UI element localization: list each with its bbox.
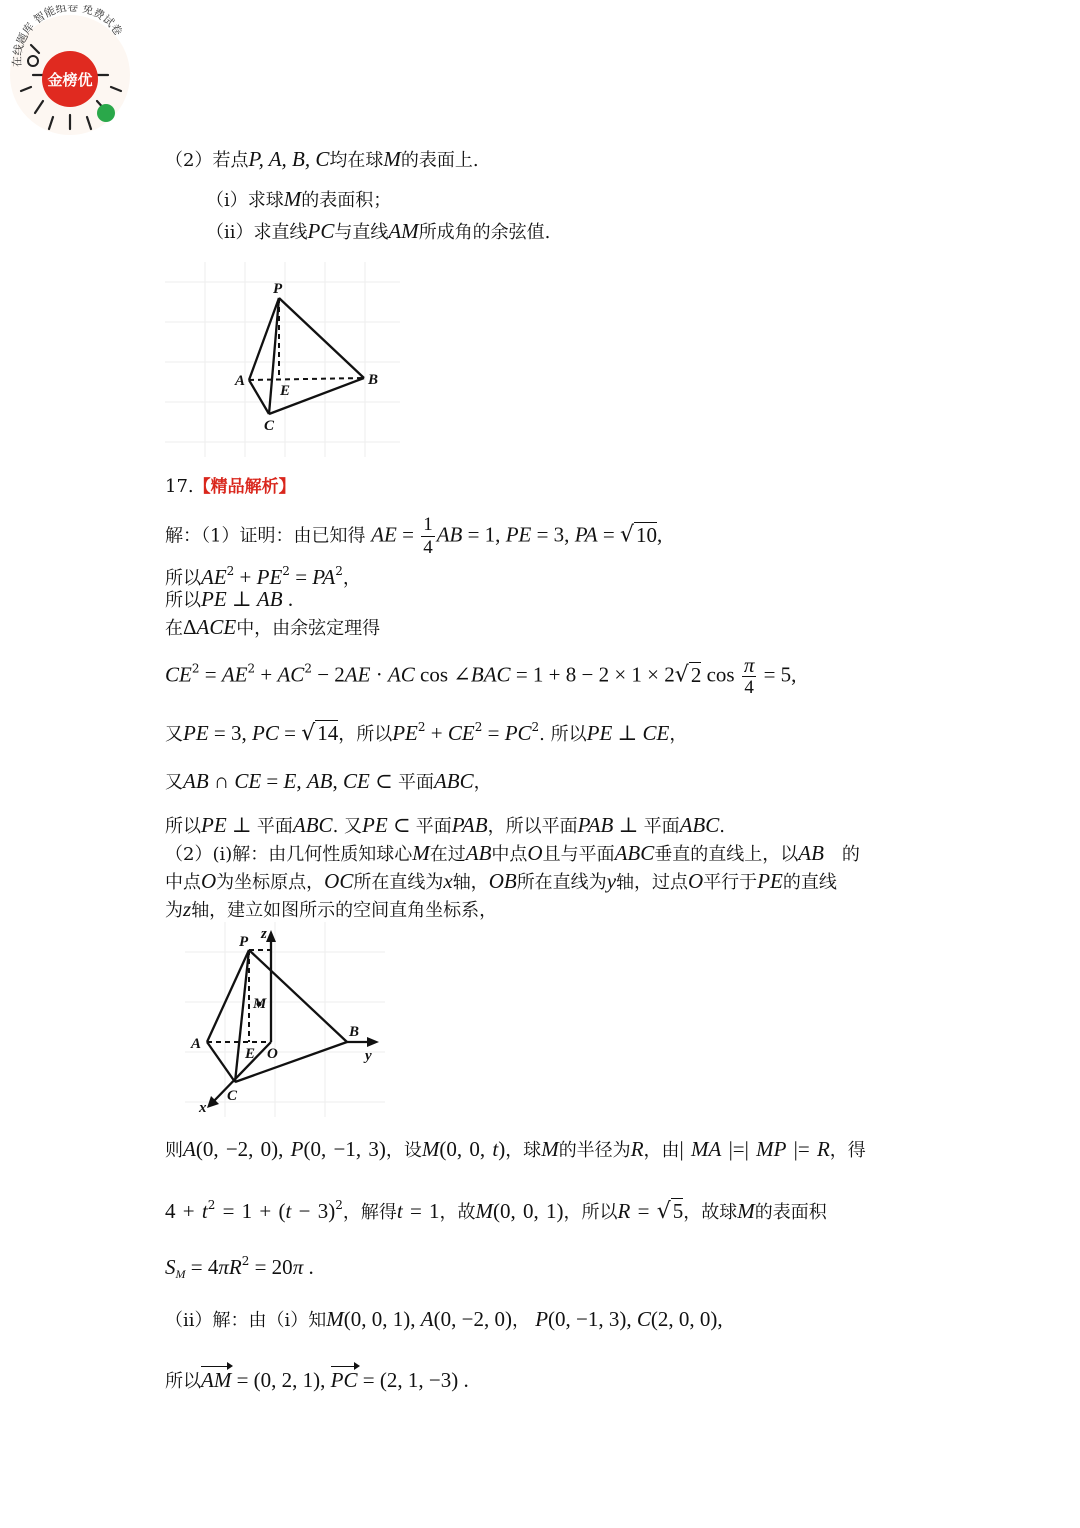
fig2-label-c: C (227, 1088, 238, 1104)
fig2-label-b: B (349, 1024, 360, 1040)
solution-line-11: 为z轴，建立如图所示的空间直角坐标系， (165, 897, 498, 921)
coordinate-figure (185, 922, 385, 1117)
solution-line-9: （2）(i)解：由几何性质知球心M在过AB中点O且与平面ABC垂直的直线上，以AB 的 (165, 841, 860, 865)
solution-line-7: 又AB ∩ CE = E, AB, CE ⊂ 平面ABC， (165, 769, 492, 793)
question-sub2: （ii）求直线PC与直线AM所成角的余弦值. (206, 219, 551, 243)
solution-header: 17.【精品解析】 (165, 476, 296, 497)
fig2-label-o: O (267, 1046, 278, 1062)
fig2-label-a: A (191, 1036, 202, 1052)
fig2-label-m: M (253, 996, 267, 1012)
fig2-label-e: E (245, 1046, 256, 1062)
logo-arc-text: 在线题库 智能组卷 免费试卷 (10, 5, 125, 68)
brand-logo (3, 5, 137, 139)
fig2-label-x: x (199, 1100, 207, 1116)
solution-line-15: （ii）解：由（i）知M(0, 0, 1), A(0, −2, 0)， P(0, −1, 3), C(2, 0, 0), (165, 1307, 723, 1331)
solution-line-13: $4 + t^2 = 1 + (t - 3)^2$，解得t = 1，故M(0, 0, 1)，所以R = √5，故球M的表面积 (165, 1198, 827, 1224)
solution-line-1: 解：（1）证明：由已知得 AE = $\frac{1}{4}$ AB = 1, PE = 3, PA = √10, (165, 514, 663, 558)
fig1-label-c: C (264, 418, 275, 434)
fig1-label-b: B (368, 372, 379, 388)
tetrahedron-figure (165, 262, 400, 457)
solution-line-5: $CE^2 = AE^2 + AC^2 - 2AE$ · AC cos ∠BAC = 1 + 8 − 2 × 1 × 2√2 cos $\frac{\pi}{4}$ = 5, (165, 653, 797, 698)
fig2-label-z: z (261, 926, 267, 942)
solution-line-12: 则A(0, −2, 0), P(0, −1, 3)，设M(0, 0, t)，球M的半径为R，由| MA |=| MP |= R，得 (165, 1137, 866, 1161)
solution-line-16: 所以AM = (0, 2, 1), PC = (2, 1, −3) . (165, 1364, 469, 1395)
fig1-label-e: E (280, 383, 291, 399)
question-sub1: （i）求球M的表面积； (206, 187, 392, 211)
logo-brand: 金榜优 (47, 71, 93, 89)
solution-line-10: 中点O为坐标原点，OC所在直线为x轴，OB所在直线为y轴，过点O平行于PE的直线 (165, 869, 837, 893)
fig1-label-p: P (273, 281, 283, 297)
fig2-label-p: P (239, 934, 249, 950)
solution-line-4: 在ΔACE中，由余弦定理得 (165, 615, 381, 639)
fig2-label-y: y (365, 1048, 372, 1064)
solution-line-14: $S_M = 4\pi R^2 = 20\pi$ . (165, 1254, 314, 1281)
solution-line-8: 所以PE ⊥ 平面ABC. 又PE ⊂ 平面PAB，所以平面PAB ⊥ 平面ABC. (165, 813, 726, 837)
fig1-label-a: A (235, 373, 246, 389)
solution-line-6: 又PE = 3, PC = √14，所以$PE^2 + CE^2 = PC^2$. 所以PE ⊥ CE， (165, 720, 688, 746)
solution-line-2: 所以$AE^2 + PE^2 = PA^2$， (165, 564, 361, 589)
solution-line-3: 所以PE ⊥ AB . (165, 587, 294, 611)
question-part2: （2）若点P, A, B, C均在球M的表面上. (165, 147, 479, 171)
